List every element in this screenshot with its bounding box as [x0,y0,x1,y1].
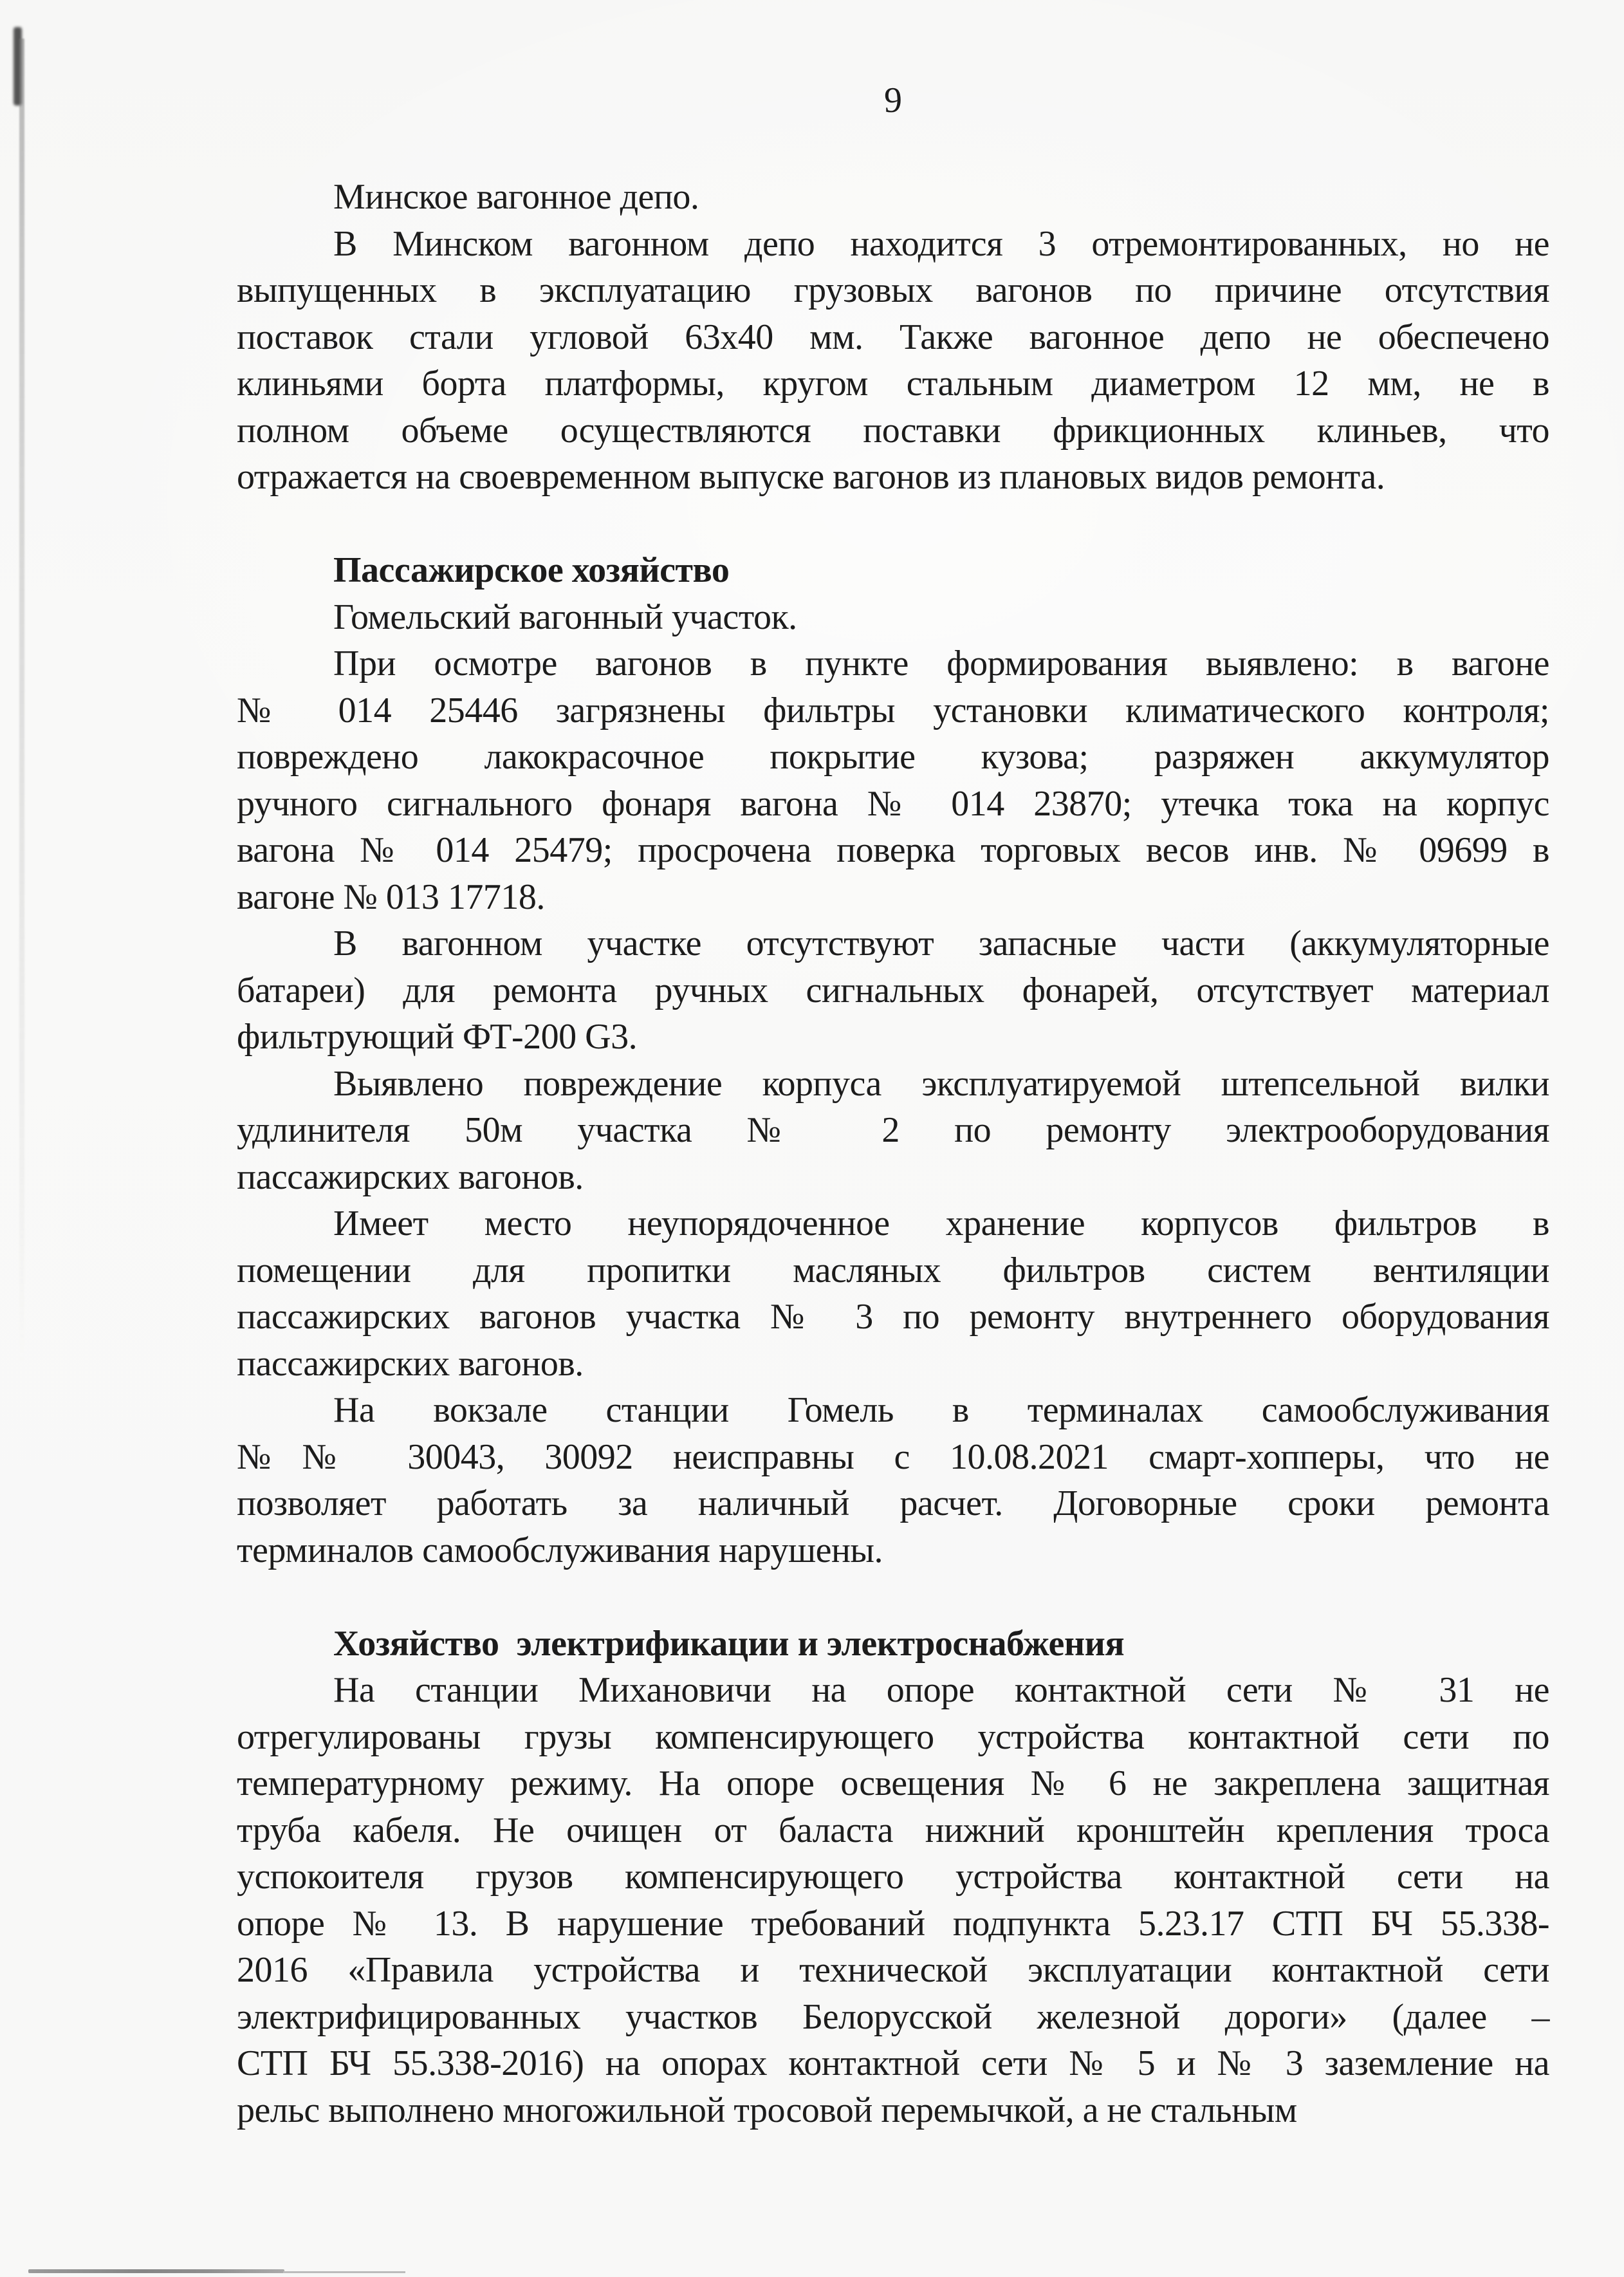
text-line: выпущенных в эксплуатацию грузовых вагонов по причине отсутствия [237,270,1549,310]
text-line: поставок стали угловой 63х40 мм. Также вагонное депо не обеспечено [237,317,1549,357]
text-line: На вокзале станции Гомель в терминалах самообслуживания [333,1390,1549,1430]
text-line: терминалов самообслуживания нарушены. [237,1530,883,1570]
text-line: Выявлено повреждение корпуса эксплуатируемой штепсельной вилки [333,1063,1549,1104]
text-line: отражается на своевременном выпуске вагонов из плановых видов ремонта. [237,457,1385,497]
paragraph [237,221,1549,501]
section-heading [237,547,1549,594]
text-line: фильтрующий ФТ-200 G3. [237,1017,638,1057]
text-line: Имеет место неупорядоченное хранение корпусов фильтров в [333,1204,1549,1243]
text-line: №№ 30043, 30092 неисправны с 10.08.2021 смарт-хопперы, что не [237,1436,1549,1477]
paragraph [237,174,1549,221]
text-line: полном объеме осуществляются поставки фрикционных клиньев, что [237,410,1549,451]
text-line: успокоителя грузов компенсирующего устройства контактной сети на [237,1857,1549,1897]
text-line: помещении для пропитки масляных фильтров систем вентиляции [237,1250,1549,1290]
text-line: Хозяйство электрификации и электроснабжения [333,1623,1125,1664]
text-line: повреждено лакокрасочное покрытие кузова; разряжен аккумулятор [237,737,1549,777]
text-line: При осмотре вагонов в пункте формирования выявлено: в вагоне [333,644,1549,683]
text-line: опоре № 13. В нарушение требований подпункта 5.23.17 СТП БЧ 55.338- [237,1903,1549,1944]
text-line: пассажирских вагонов. [237,1157,584,1197]
section-heading [237,1621,1549,1668]
text-line: Пассажирское хозяйство [333,550,730,590]
scan-edge-streak-artifact [19,39,24,1364]
scan-bottom-line-tail [283,2271,405,2273]
text-line: № 014 25446 загрязнены фильтры установки климатического контроля; [237,690,1549,730]
text-line: Минское вагонное депо. [333,177,699,217]
text-line: Гомельский вагонный участок. [333,597,797,637]
page-number: 9 [884,80,902,120]
paragraph [237,1667,1549,2133]
text-line: позволяет работать за наличный расчет. Договорные сроки ремонта [237,1483,1549,1523]
text-line: вагона № 014 25479; просрочена поверка торговых весов инв. № 09699 в [237,830,1549,870]
paragraph [237,920,1549,1061]
paragraph [237,1061,1549,1201]
text-line: отрегулированы грузы компенсирующего устройства контактной сети по [237,1716,1549,1757]
paragraph [237,640,1549,920]
text-line: На станции Михановичи на опоре контактной сети № 31 не [333,1670,1549,1710]
text-line: ручного сигнального фонаря вагона № 014 23870; утечка тока на корпус [237,783,1549,824]
text-line: рельс выполнено многожильной тросовой перемычкой, а не стальным [237,2090,1297,2130]
text-line: В Минском вагонном депо находится 3 отремонтированных, но не [333,223,1549,264]
text-line: 2016 «Правила устройства и технической эксплуатации контактной сети [237,1950,1549,1990]
paragraph [237,1387,1549,1574]
scan-bottom-line-artifact [28,2269,284,2273]
text-line: труба кабеля. Не очищен от баласта нижний кронштейн крепления троса [237,1810,1549,1850]
document-body [237,174,1549,2133]
paragraph [237,594,1549,641]
text-line: температурному режиму. На опоре освещения № 6 не закреплена защитная [237,1763,1549,1803]
text-line: батареи) для ремонта ручных сигнальных фонарей, отсутствует материал [237,970,1549,1010]
text-line: клиньями борта платформы, кругом стальным диаметром 12 мм, не в [237,364,1549,404]
text-line: СТП БЧ 55.338-2016) на опорах контактной сети № 5 и № 3 заземление на [237,2043,1549,2083]
paragraph [237,1200,1549,1387]
text-line: пассажирских вагонов участка № 3 по ремонту внутреннего оборудования [237,1297,1549,1337]
text-line: электрифицированных участков Белорусской железной дороги» (далее – [237,1996,1549,2037]
text-line: удлинителя 50м участка № 2 по ремонту электрооборудования [237,1110,1549,1150]
text-line: пассажирских вагонов. [237,1343,584,1384]
text-line: В вагонном участке отсутствуют запасные части (аккумуляторные [333,924,1549,963]
text-line: вагоне № 013 17718. [237,877,545,917]
